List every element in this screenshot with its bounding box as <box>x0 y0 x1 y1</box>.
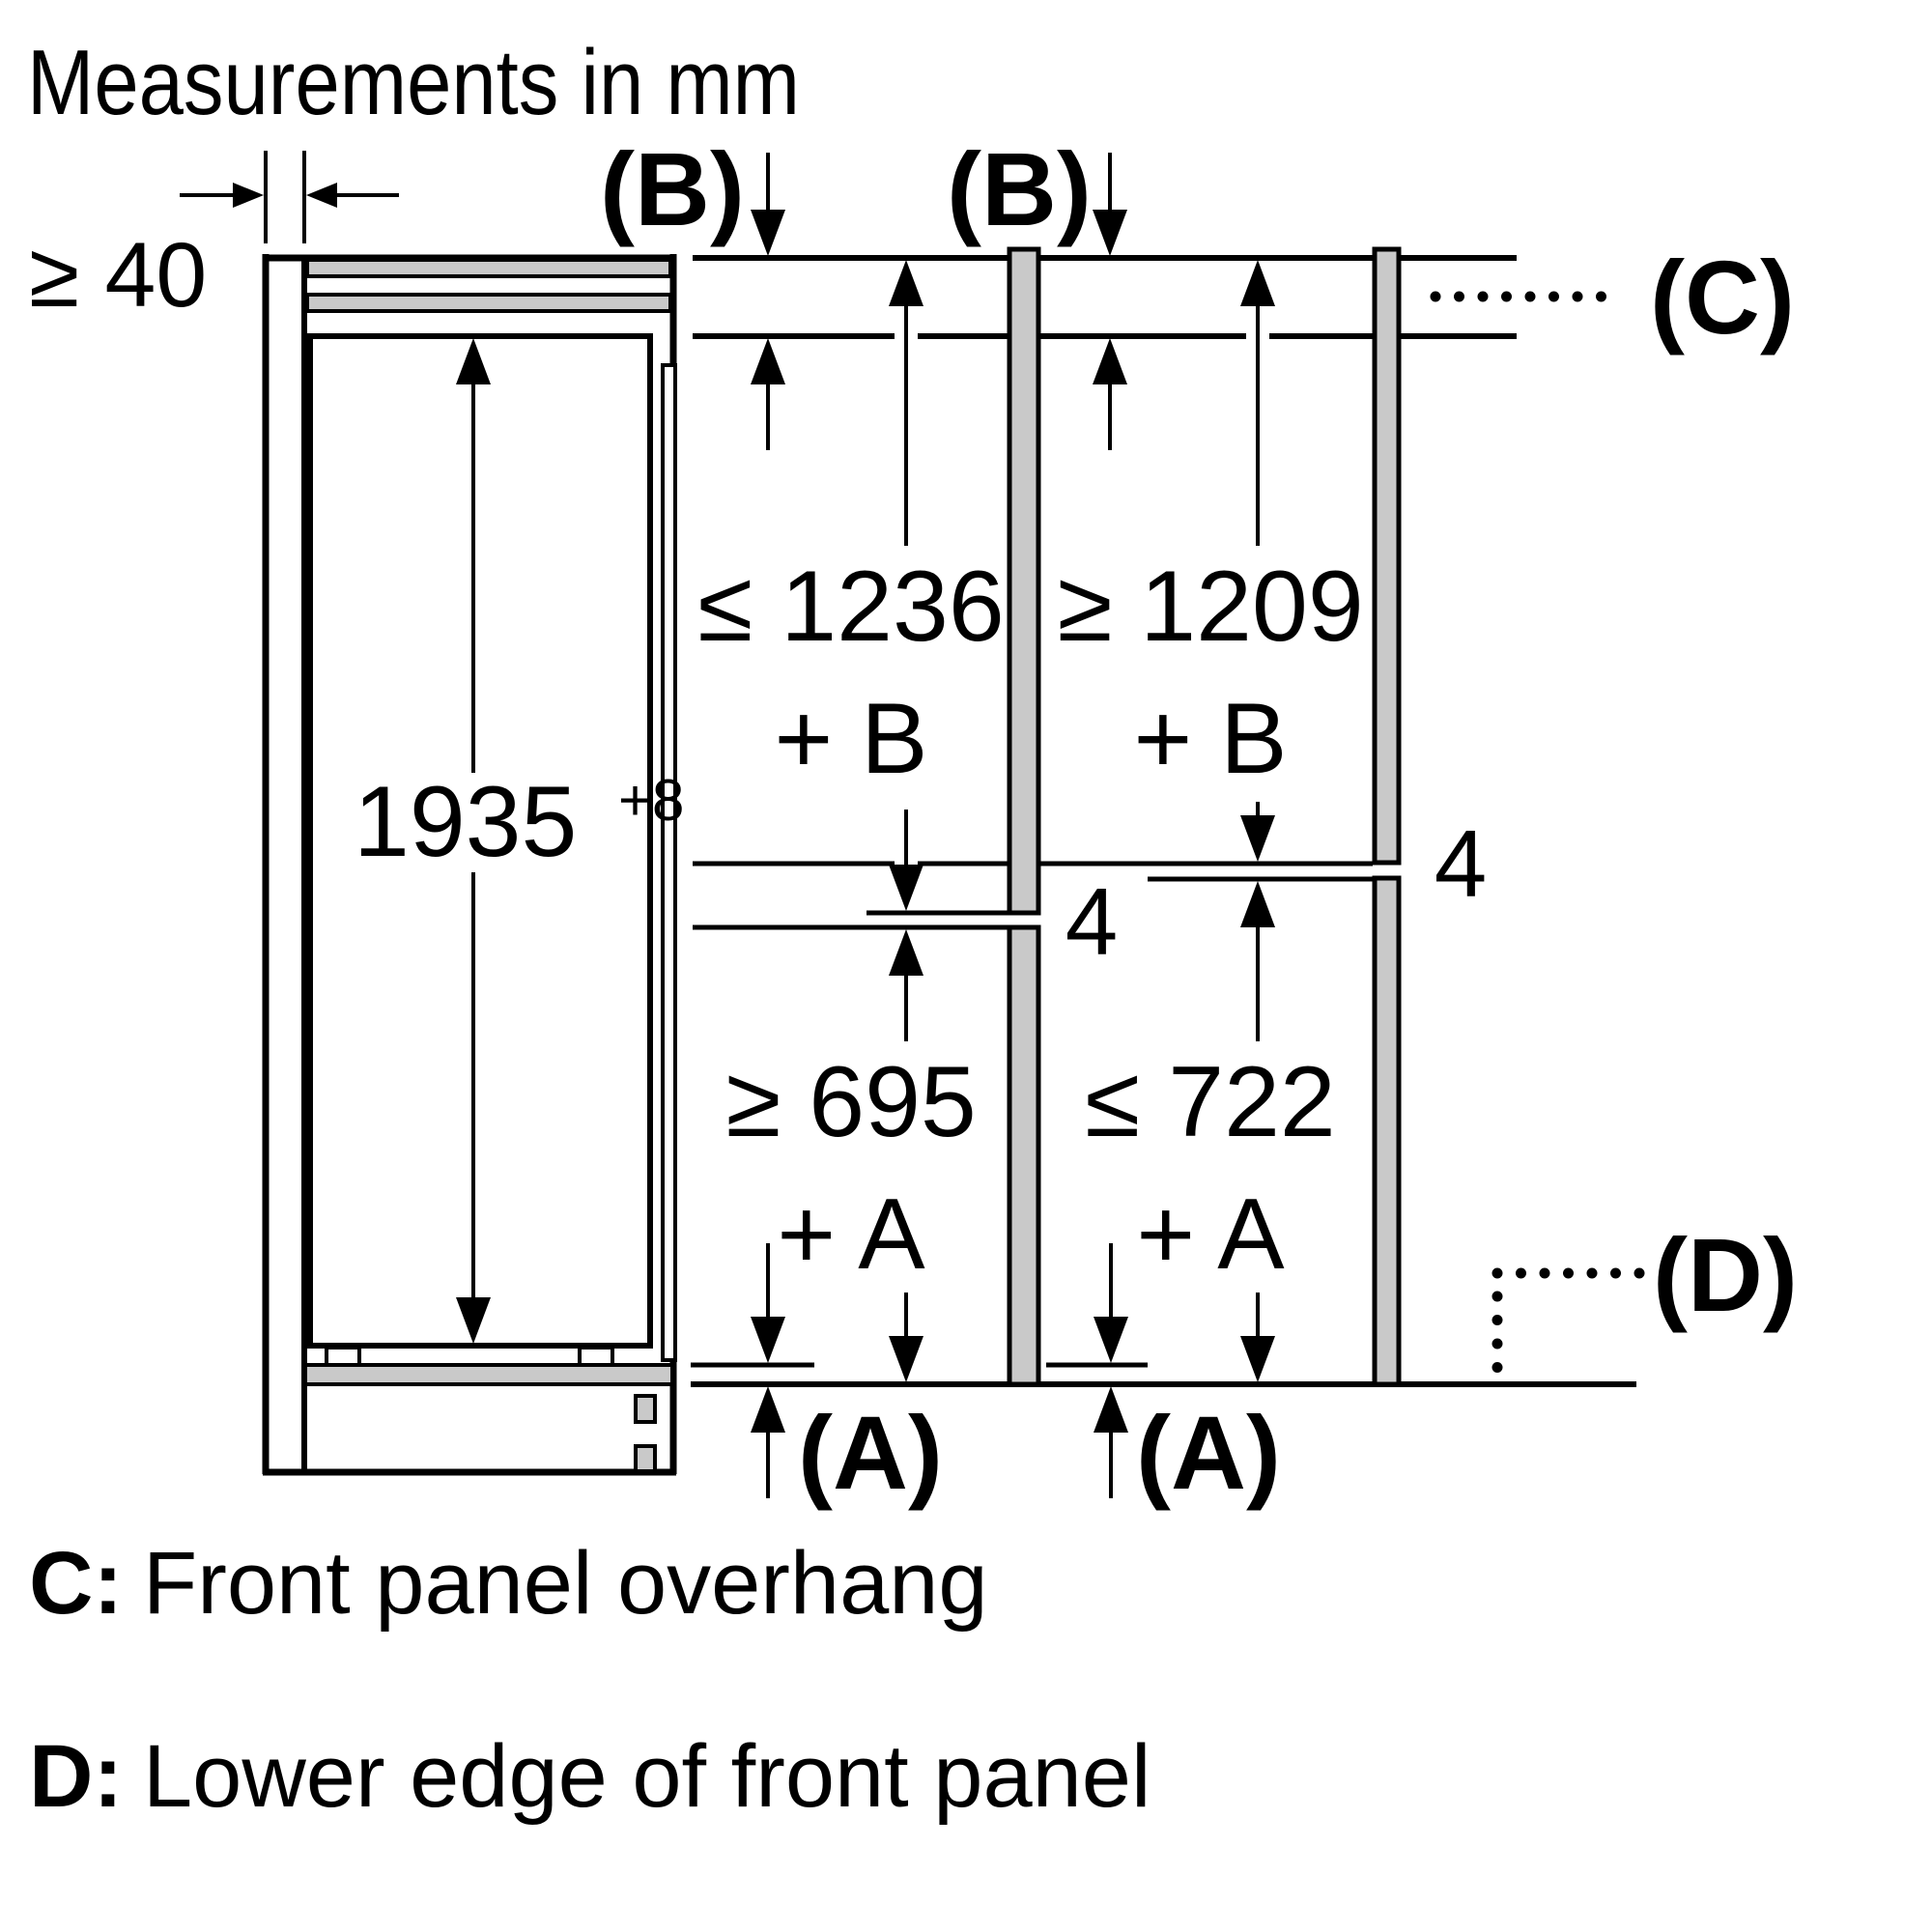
left-upper-dim-line1: ≤ 1236 <box>697 551 1005 663</box>
right-lower-arrow-down <box>1240 1336 1275 1382</box>
right-upper-dim-line1: ≥ 1209 <box>1057 551 1364 663</box>
left-lower-dim-line2: + A <box>777 1179 925 1291</box>
plinth-block-lower <box>636 1446 655 1471</box>
niche-height-value: 1935 <box>354 766 578 878</box>
label-b-right: (B) <box>947 130 1092 247</box>
left-lower-dim-line1: ≥ 695 <box>725 1046 977 1158</box>
niche-height-arrow-up <box>456 338 491 384</box>
right-gap-value: 4 <box>1434 810 1488 917</box>
right-config-upper-panel <box>1375 249 1399 863</box>
left-upper-arrow-down <box>889 865 923 911</box>
legend-d-text: Lower edge of front panel <box>143 1727 1151 1826</box>
label-a-right: (A) <box>1136 1394 1281 1511</box>
left-lower-arrow-down <box>889 1336 923 1382</box>
left-upper-dim-line2: + B <box>774 683 928 795</box>
right-config-dimensions <box>1057 260 1487 1382</box>
left-lower-arrow-up <box>889 929 923 976</box>
legend-c-text: Front panel overhang <box>143 1534 988 1633</box>
plinth-block-upper <box>636 1396 655 1422</box>
left-upper-arrow-up <box>889 260 923 306</box>
d-callout <box>1497 1216 1798 1385</box>
left-config-upper-panel <box>1009 249 1038 913</box>
label-c: (C) <box>1650 239 1795 355</box>
legend <box>29 1534 1151 1826</box>
appliance-door-strip <box>663 365 675 1360</box>
label-a-left: (A) <box>798 1394 943 1511</box>
top-vent-strip-2 <box>307 295 670 311</box>
b-left-down-head <box>751 210 785 256</box>
b-right-up-head <box>1093 338 1127 384</box>
left-gap-value: 4 <box>1065 868 1119 975</box>
right-lower-arrow-up <box>1240 881 1275 927</box>
clearance-arrow-left-head <box>233 183 264 208</box>
label-b-left: (B) <box>600 130 745 247</box>
b-left-up-head <box>751 338 785 384</box>
left-config-lower-panel <box>1009 927 1038 1384</box>
left-config-dimensions <box>697 260 1118 1382</box>
right-config-lower-panel <box>1375 878 1399 1384</box>
right-upper-arrow-up <box>1240 260 1275 306</box>
niche-height-dimension <box>354 338 684 1344</box>
b-right-down-head <box>1093 210 1127 256</box>
right-upper-dim-line2: + B <box>1133 683 1288 795</box>
base-strip <box>305 1365 672 1384</box>
niche-height-arrow-down <box>456 1297 491 1344</box>
clearance-arrow-right-head <box>306 183 337 208</box>
wall-clearance-value: ≥ 40 <box>29 224 208 327</box>
a-left-down-head <box>751 1317 785 1363</box>
diagram-title: Measurements in mm <box>27 31 800 134</box>
right-lower-dim-line2: + A <box>1136 1179 1285 1291</box>
overhang-reference-arrows <box>751 153 1128 1498</box>
legend-d-key: D: <box>29 1727 124 1826</box>
label-d: (D) <box>1653 1216 1798 1333</box>
a-right-down-head <box>1094 1317 1128 1363</box>
a-right-up-head <box>1094 1386 1128 1433</box>
appliance-foot-left <box>327 1348 359 1365</box>
top-vent-strip-1 <box>307 260 670 276</box>
legend-c-key: C: <box>29 1534 124 1633</box>
right-upper-arrow-down <box>1240 815 1275 862</box>
appliance-foot-right <box>580 1348 612 1365</box>
right-lower-dim-line1: ≤ 722 <box>1085 1046 1336 1158</box>
niche-height-tolerance: +8 <box>618 768 685 833</box>
a-left-up-head <box>751 1386 785 1433</box>
